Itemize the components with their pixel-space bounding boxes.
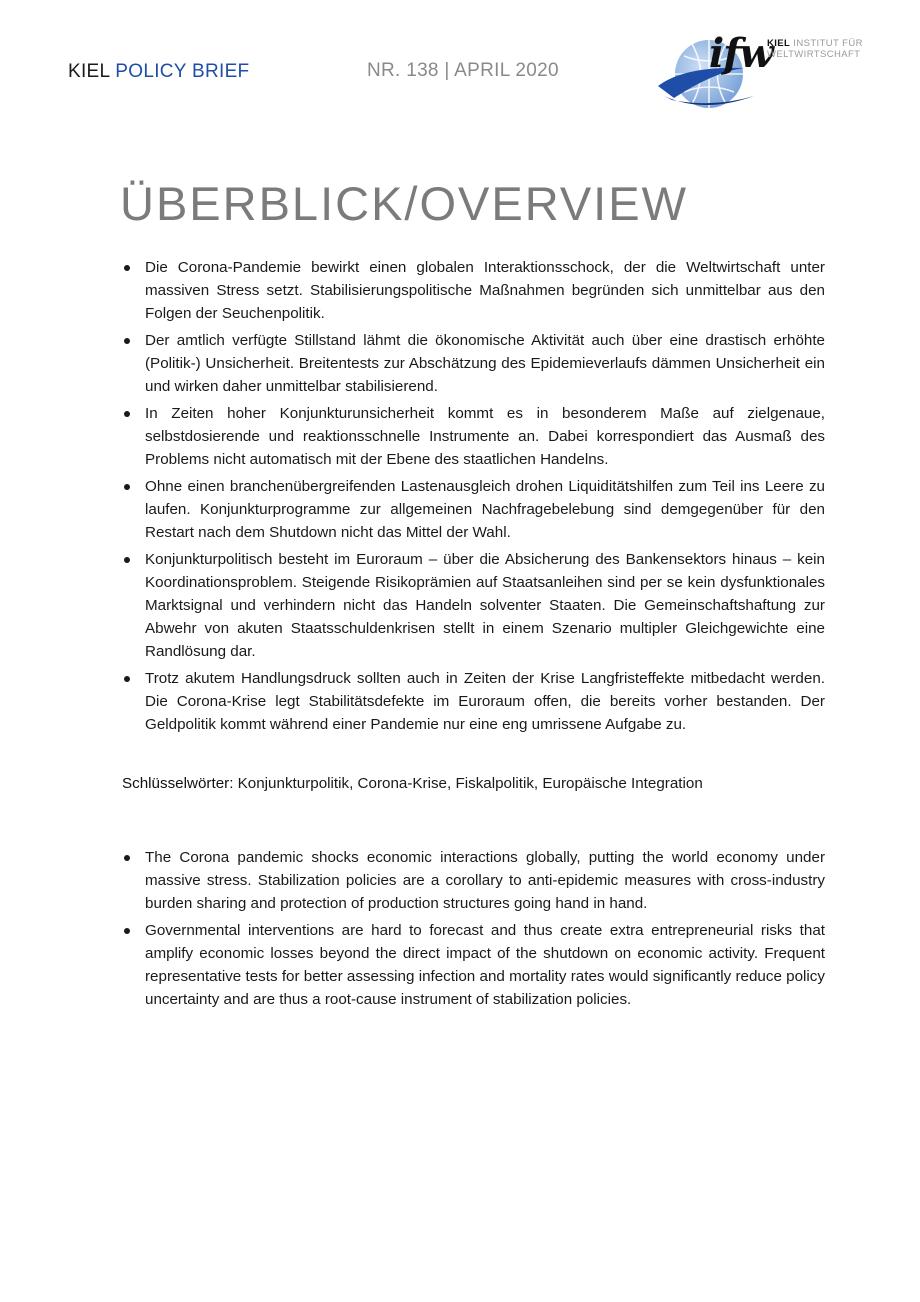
list-item-text: Ohne einen branchenübergreifenden Lastenausgleich drohen Liquiditätshilfen zum Teil ins Leere zu laufen. Konjunkturprogramme zur allgemeinen Nachfragebelebung sind demgegenüber für den Restart nach dem Shutdown nicht das Mittel der Wahl. [145, 478, 825, 541]
list-item [122, 548, 825, 663]
list-item-text: Der amtlich verfügte Stillstand lähmt die ökonomische Aktivität auch über eine drastisch erhöhte (Politik-) Unsicherheit. Breitentests zur Abschätzung des Epidemieverlaufs dämmen Unsicherheit ein und wirken daher unmittelbar stabilisierend. [145, 332, 825, 395]
keywords-value: Konjunkturpolitik, Corona-Krise, Fiskalpolitik, Europäische Integration [237, 775, 703, 792]
list-item-text: Konjunkturpolitisch besteht im Euroraum – über die Absicherung des Bankensektors hinaus – kein Koordinationsproblem. Steigende Risikoprämien auf Staatsanleihen sind per se kein dysfunktionales Marktsignal und verhindern nicht das Handeln solventer Staaten. Die Gemeinschaftshaftung zur Abwehr von akuten Staatsschuldenkrisen stellt in einem Szenario multipler Gleichgewichte eine Randlösung dar. [145, 551, 825, 660]
ifw-logo [654, 26, 874, 116]
bullet-icon [124, 484, 130, 490]
page-title: ÜBERBLICK/OVERVIEW [120, 177, 688, 230]
list-item-text: Die Corona-Pandemie bewirkt einen globalen Interaktionsschock, der die Weltwirtschaft unter massiven Stress setzt. Stabilisierungspolitische Maßnahmen begründen sich unmittelbar aus den Folgen der Seuchenpolitik. [145, 259, 825, 322]
bullet-icon [124, 557, 130, 563]
logo-weltwirtschaft: WELTWIRTSCHAFT [767, 49, 861, 60]
logo-institute-name [767, 38, 863, 60]
list-item-text: In Zeiten hoher Konjunkturunsicherheit kommt es in besonderem Maße auf zielgenaue, selbstdosierende und reaktionsschnelle Instrumente an. Dabei korrespondiert das Ausmaß des Problems nicht automatisch mit der Ebene des staatlichen Handelns. [145, 405, 825, 468]
bullet-icon [124, 928, 130, 934]
list-item [122, 475, 825, 544]
english-summary-list [122, 846, 825, 1015]
list-item-text: Governmental interventions are hard to forecast and thus create extra entrepreneurial risks that amplify economic losses beyond the direct impact of the shutdown on economic activity. Frequent representative tests for better assessing infection and mortality rates would significantly reduce policy uncertainty and are thus a root-cause instrument of stabilization policies. [145, 922, 825, 1008]
german-summary-list [122, 256, 825, 740]
logo-institut-fuer: INSTITUT FÜR [793, 38, 863, 49]
brand-policy-brief: POLICY BRIEF [115, 61, 250, 82]
list-item [122, 256, 825, 325]
bullet-icon [124, 338, 130, 344]
bullet-icon [124, 411, 130, 417]
brand-kiel: KIEL [68, 61, 110, 82]
list-item [122, 846, 825, 915]
list-item [122, 919, 825, 1011]
logo-ifw-mark: ifw [709, 30, 773, 77]
list-item-text: The Corona pandemic shocks economic interactions globally, putting the world economy under massive stress. Stabilization policies are a corollary to anti-epidemic measures with cross-industry burden sharing and protection of production structures going hand in hand. [145, 849, 825, 912]
keywords-line [122, 772, 703, 795]
bullet-icon [124, 855, 130, 861]
bullet-icon [124, 265, 130, 271]
keywords-label: Schlüsselwörter: [122, 775, 234, 792]
issue-number: NR. 138 | APRIL 2020 [367, 60, 559, 81]
bullet-icon [124, 676, 130, 682]
list-item [122, 402, 825, 471]
brand-wordmark [68, 61, 249, 83]
list-item-text: Trotz akutem Handlungsdruck sollten auch in Zeiten der Krise Langfristeffekte mitbedacht werden. Die Corona-Krise legt Stabilitätsdefekte im Euroraum offen, die bereits vorher bestanden. Der Geldpolitik kommt während einer Pandemie nur eine eng umrissene Aufgabe zu. [145, 670, 825, 733]
list-item [122, 667, 825, 736]
list-item [122, 329, 825, 398]
logo-kiel: KIEL [767, 38, 791, 49]
